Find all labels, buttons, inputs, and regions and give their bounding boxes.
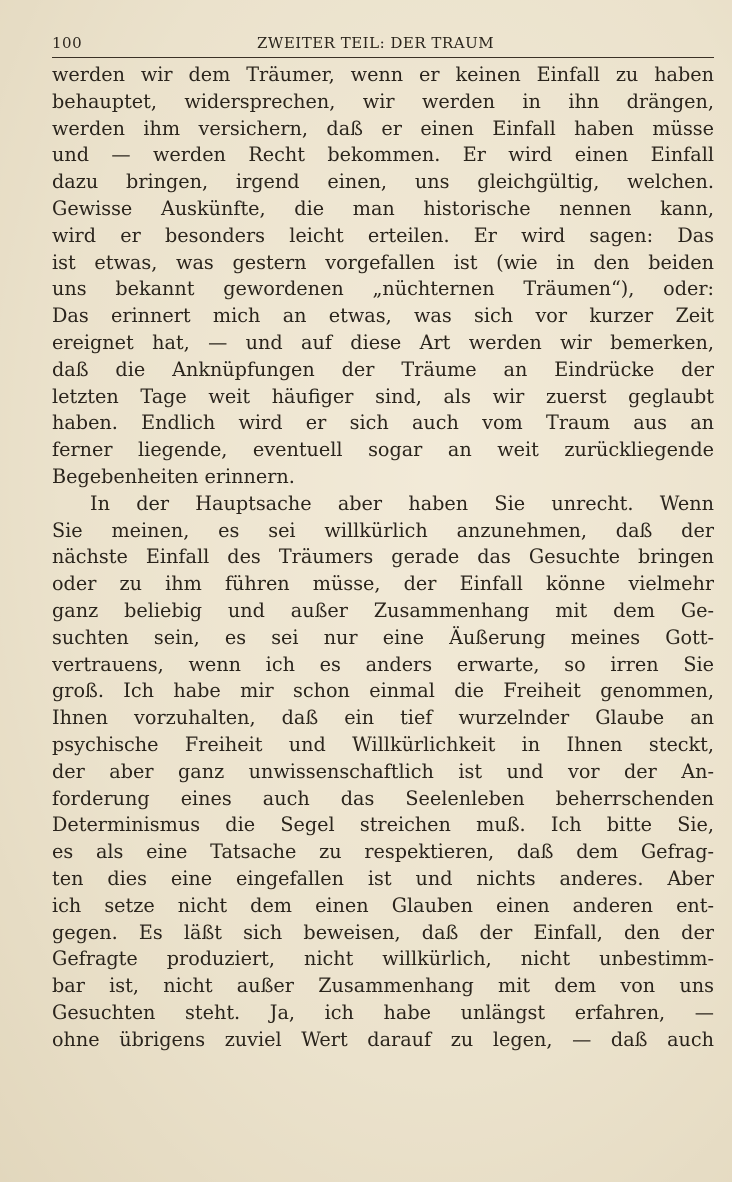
text-line: Gesuchten steht. Ja, ich habe unlängst erfahren, — xyxy=(52,1000,714,1024)
text-line: der aber ganz unwissenschaftlich ist und vor der An- xyxy=(52,759,714,783)
text-line: psychische Freiheit und Willkürlichkeit in Ihnen steckt, xyxy=(52,732,714,756)
text-line: es als eine Tatsache zu respektieren, daß dem Gefrag- xyxy=(52,840,714,864)
text-line: ereignet hat, — und auf diese Art werden wir bemerken, xyxy=(52,330,714,354)
text-line: ten dies eine eingefallen ist und nichts anderes. Aber xyxy=(52,866,714,890)
text-line: Begebenheiten erinnern. xyxy=(52,464,295,488)
text-line: forderung eines auch das Seelenleben beherrschenden xyxy=(52,786,714,810)
text-line: Das erinnert mich an etwas, was sich vor kurzer Zeit xyxy=(52,304,714,328)
text-line: Sie meinen, es sei willkürlich anzunehmen, daß der xyxy=(52,518,714,542)
text-line: und — werden Recht bekommen. Er wird einen Einfall xyxy=(52,143,714,167)
text-line: Determinismus die Segel streichen muß. Ich bitte Sie, xyxy=(52,813,714,837)
text-line: ferner liegende, eventuell sogar an weit zurückliegende xyxy=(52,438,714,462)
text-line: wird er besonders leicht erteilen. Er wird sagen: Das xyxy=(52,223,714,247)
header-rule xyxy=(52,57,714,58)
page-number: 100 xyxy=(52,34,83,52)
text-line: bar ist, nicht außer Zusammenhang mit dem von uns xyxy=(52,974,714,998)
book-page xyxy=(52,28,714,1168)
text-line: suchten sein, es sei nur eine Äußerung meines Gott- xyxy=(52,625,714,649)
running-title: ZWEITER TEIL: DER TRAUM xyxy=(257,34,495,52)
text-line: werden ihm versichern, daß er einen Einfall haben müsse xyxy=(52,116,714,140)
text-line: gegen. Es läßt sich beweisen, daß der Einfall, den der xyxy=(52,920,714,944)
text-line: ich setze nicht dem einen Glauben einen anderen ent- xyxy=(52,893,714,917)
text-line: letzten Tage weit häufiger sind, als wir zuerst geglaubt xyxy=(52,384,714,408)
text-line: vertrauens, wenn ich es anders erwarte, so irren Sie xyxy=(52,652,714,676)
text-line: behauptet, widersprechen, wir werden in ihn drängen, xyxy=(52,89,714,113)
text-line: nächste Einfall des Träumers gerade das Gesuchte bringen xyxy=(52,545,714,569)
text-line: ist etwas, was gestern vorgefallen ist (wie in den beiden xyxy=(52,250,714,274)
text-line: uns bekannt gewordenen „nüchternen Träumen“), oder: xyxy=(52,277,714,301)
text-line: groß. Ich habe mir schon einmal die Freiheit genommen, xyxy=(52,679,714,703)
paragraph-start-line: In der Hauptsache aber haben Sie unrecht. Wenn xyxy=(90,491,714,515)
text-line: daß die Anknüpfungen der Träume an Eindrücke der xyxy=(52,357,714,381)
text-line: Ihnen vorzuhalten, daß ein tief wurzelnder Glaube an xyxy=(52,706,714,730)
text-line: dazu bringen, irgend einen, uns gleichgültig, welchen. xyxy=(52,170,714,194)
text-line: oder zu ihm führen müsse, der Einfall könne vielmehr xyxy=(52,572,714,596)
body-text xyxy=(52,62,714,1053)
text-line: Gewisse Auskünfte, die man historische nennen kann, xyxy=(52,196,714,220)
text-line: ohne übrigens zuviel Wert darauf zu legen, — daß auch xyxy=(52,1027,714,1051)
text-line: Gefragte produziert, nicht willkürlich, nicht unbestimm- xyxy=(52,947,714,971)
text-line: ganz beliebig und außer Zusammenhang mit dem Ge- xyxy=(52,598,714,622)
page-header xyxy=(52,28,714,58)
text-line: werden wir dem Träumer, wenn er keinen Einfall zu haben xyxy=(52,63,714,86)
text-line: haben. Endlich wird er sich auch vom Traum aus an xyxy=(52,411,714,435)
